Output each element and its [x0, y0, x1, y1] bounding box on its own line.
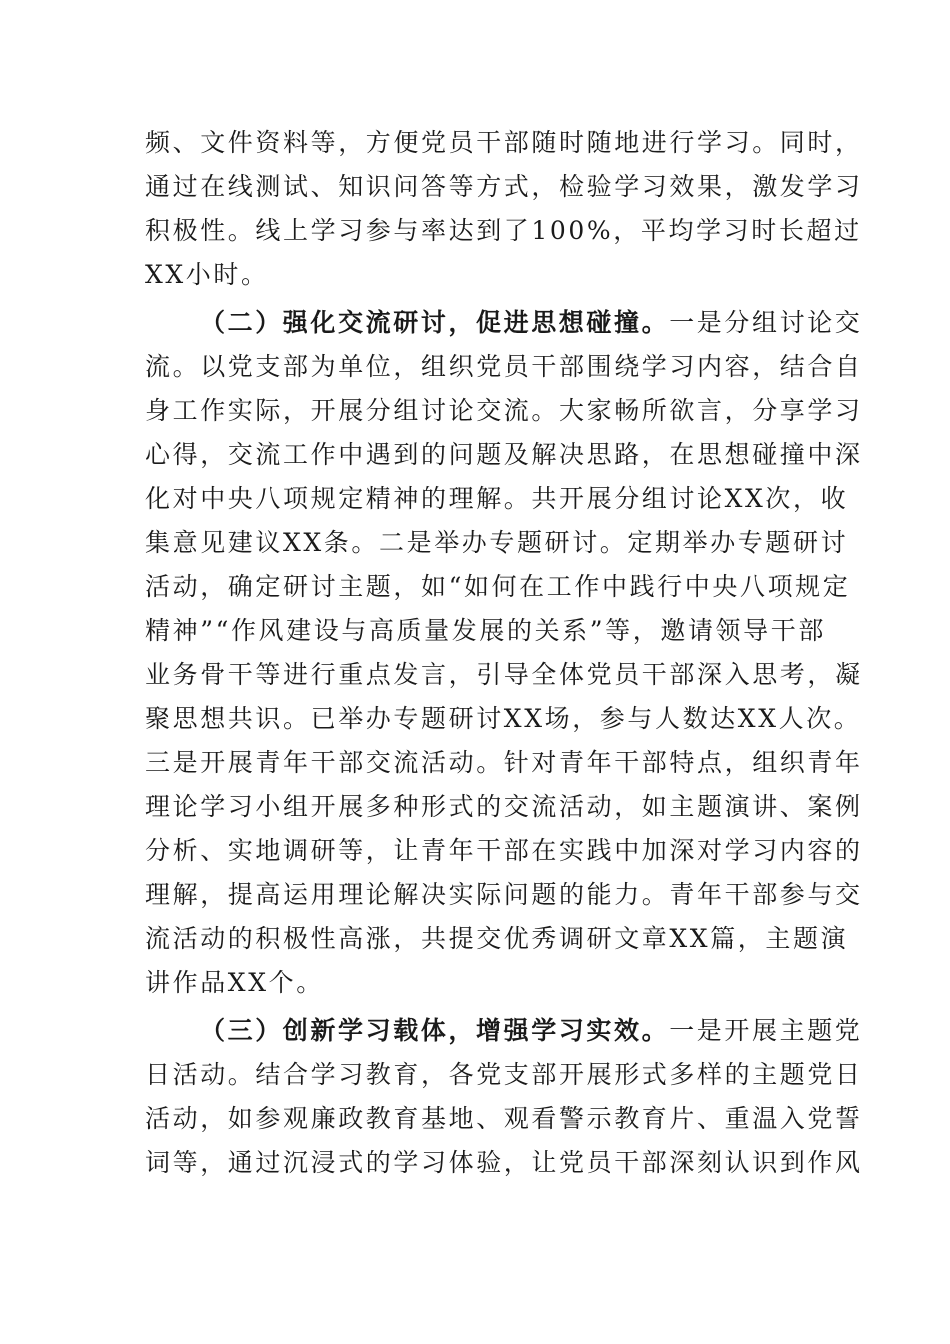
section-heading: （三）创新学习载体，增强学习实效。: [200, 1016, 670, 1045]
text-line: XX小时。: [145, 260, 269, 289]
text-line: 集意见建议XX条。二是举办专题研讨。定期举办专题研讨: [145, 528, 849, 557]
text-line: 流。以党支部为单位，组织党员干部围绕学习内容，结合自: [145, 352, 863, 381]
text-line: 理论学习小组开展多种形式的交流活动，如主题演讲、案例: [145, 792, 863, 821]
text-line: 通过在线测试、知识问答等方式，检验学习效果，激发学习: [145, 172, 863, 201]
text-line: 日活动。结合学习教育，各党支部开展形式多样的主题党日: [145, 1060, 863, 1089]
text-line: 分析、实地调研等，让青年干部在实践中加深对学习内容的: [145, 836, 863, 865]
text-run: 一是分组讨论交: [669, 308, 863, 337]
text-line: 身工作实际，开展分组讨论交流。大家畅所欲言，分享学习: [145, 396, 863, 425]
text-line: 流活动的积极性高涨，共提交优秀调研文章XX篇，主题演: [145, 924, 849, 953]
text-line: 讲作品XX个。: [145, 968, 324, 997]
text-line: 理解，提高运用理论解决实际问题的能力。青年干部参与交: [145, 880, 863, 909]
text-line: 聚思想共识。已举办专题研讨XX场，参与人数达XX人次。: [145, 704, 862, 733]
text-line: 频、文件资料等，方便党员干部随时随地进行学习。同时，: [145, 128, 863, 157]
text-line: 词等，通过沉浸式的学习体验，让党员干部深刻认识到作风: [145, 1148, 863, 1177]
text-line: 三是开展青年干部交流活动。针对青年干部特点，组织青年: [145, 748, 863, 777]
paragraph-first-line: [200, 308, 862, 338]
text-line: 精神”“作风建设与高质量发展的关系”等，邀请领导干部: [145, 616, 826, 645]
text-line: 心得，交流工作中遇到的问题及解决思路，在思想碰撞中深: [145, 440, 863, 469]
paragraph-first-line: [200, 1016, 862, 1046]
text-line: 活动，确定研讨主题，如“如何在工作中践行中央八项规定: [145, 572, 851, 601]
text-run: 一是开展主题党: [669, 1016, 863, 1045]
section-heading: （二）强化交流研讨，促进思想碰撞。: [200, 308, 670, 337]
text-line: 积极性。线上学习参与率达到了100%，平均学习时长超过: [145, 216, 862, 245]
text-line: 活动，如参观廉政教育基地、观看警示教育片、重温入党誓: [145, 1104, 863, 1133]
text-line: 化对中央八项规定精神的理解。共开展分组讨论XX次，收: [145, 484, 849, 513]
text-line: 业务骨干等进行重点发言，引导全体党员干部深入思考，凝: [145, 660, 863, 689]
